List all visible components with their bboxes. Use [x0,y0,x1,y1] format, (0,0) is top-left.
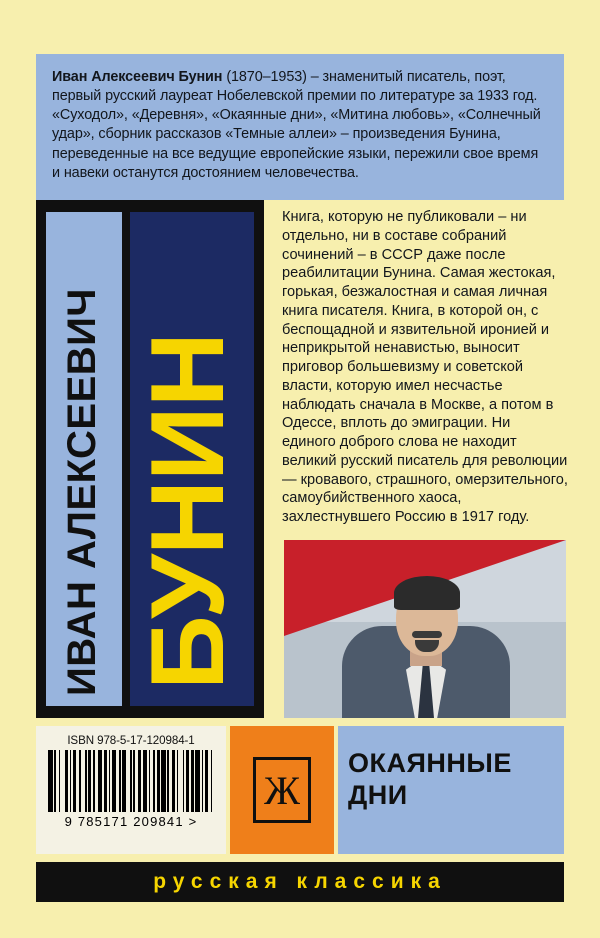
publisher-logo [230,726,334,854]
photo-hair [394,576,460,610]
author-bio-name: Иван Алексеевич Бунин [52,69,223,85]
author-photo [284,540,566,718]
barcode [48,750,214,812]
author-lastname-panel [130,212,254,706]
isbn-label: ISBN 978-5-17-120984-1 [67,734,195,747]
book-title-panel [338,726,564,854]
photo-moustache [412,631,442,638]
author-first-names: ИВАН АЛЕКСЕЕВИЧ [60,287,104,696]
series-name: русская классика [153,870,447,893]
author-last-name: БУНИН [130,333,246,690]
author-bio-body: – знаменитый писатель, поэт, первый русский лауреат Нобелевской премии по литературе за 1933 год. «Суходол», «Деревня», «Окаянные дни», «Митина любовь», «Солнечный удар», сборник рассказов «Темные аллеи» – произведения Бунина, переведенные на все ведущие европейские языки, пережили свое время и навеки останутся достоянием человечества. [52,69,541,181]
isbn-panel [36,726,226,854]
author-bio-years: (1870–1953) [226,69,307,85]
book-annotation: Книга, которую не публиковали – ни отдельно, ни в составе собраний сочинений – в СССР даже после реабилитации Бунина. Самая жестокая, горькая, безжалостная и самая личная книга писателя. Книга, в которой он, с беспощадной и язвительной иронией и неприкрытой ненавистью, выносит приговор большевизму и советской власти, которую имел несчастье наблюдать сначала в Москве, а потом в Одессе, вплоть до эмиграции. Ни единого доброго слова не находит великий русский писатель для революции — кровавого, страшного, омерзительного, самоубийственного хаоса, захлестнувшего Россию в 1917 году. [282,209,568,525]
series-bar [36,862,564,902]
book-title: ОКАЯННЫЕ ДНИ [348,748,512,810]
publisher-logo-glyph: Ж [253,757,311,823]
barcode-digits: 9 785171 209841 > [64,814,198,829]
author-bio-text [52,68,548,183]
author-firstname-panel [46,212,122,706]
author-bio-panel [36,54,564,200]
